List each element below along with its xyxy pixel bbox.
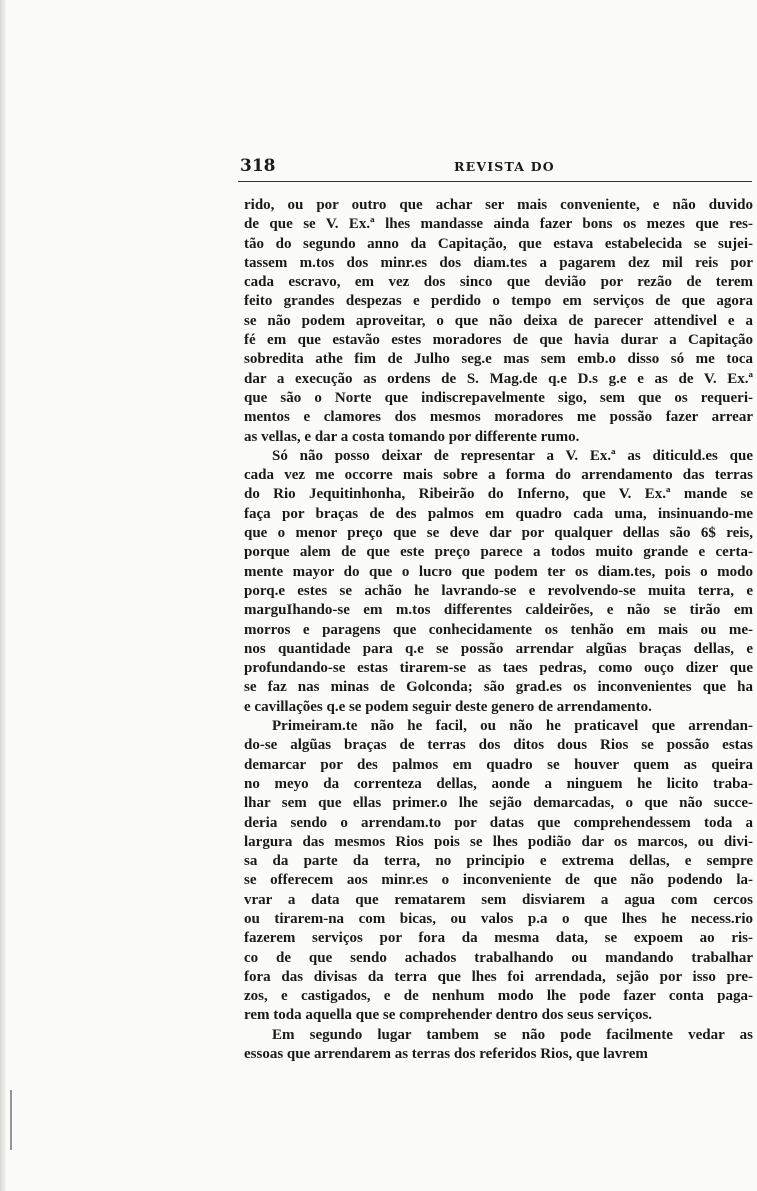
text-line: tão do segundo anno da Capitação, que estava estabelecida se sujei- <box>244 235 753 252</box>
header-rule <box>238 181 752 182</box>
running-title: REVISTA DO <box>454 159 555 174</box>
page-number: 318 <box>240 156 276 176</box>
text-line: mente mayor do que o lucro que podem ter os diam.tes, pois o modo <box>244 563 753 580</box>
text-line: vrar a data que rematarem sem disviarem a agua com cercos <box>244 891 753 908</box>
text-line: faça por braças de des palmos em quadro cada uma, insinuando-me <box>244 505 753 522</box>
text-line: zos, e castigados, e de nenhum modo lhe pode fazer conta paga- <box>244 988 753 1005</box>
text-line: se faz nas minas de Golconda; são grad.es os inconvenientes que ha <box>244 679 753 696</box>
binding-mark <box>10 1090 12 1150</box>
text-line: rido, ou por outro que achar ser mais conveniente, e não duvido <box>244 197 753 213</box>
text-line: se não podem aproveitar, o que não deixa de parecer attendivel e a <box>244 312 753 329</box>
text-line: rem toda aquella que se comprehender dentro dos seus serviços. <box>244 1007 653 1024</box>
text-line: feito grandes despezas e perdido o tempo em serviços de que agora <box>244 293 753 310</box>
text-line: deria sendo o arrendam.to por datas que comprehendessem toda a <box>244 814 753 831</box>
text-line: do-se algũas braças de terras dos ditos dous Rios se possão estas <box>244 737 753 754</box>
text-line: se offerecem aos minr.es o inconveniente de que não podendo la- <box>244 872 753 889</box>
text-line: fé em que estavão estes moradores de que havia durar a Capitação <box>244 332 753 349</box>
text-line: cada escravo, em vez dos sinco que devião por rezão de terem <box>244 274 753 291</box>
text-line: sobredita athe fim de Julho seg.e mas sem emb.o disso só me toca <box>244 351 753 368</box>
text-line: Só não posso deixar de representar a V. Ex.ª as diticuld.es que <box>272 447 753 464</box>
text-line: do Rio Jequitinhonha, Ribeirão do Inferno, que V. Ex.ª mande se <box>244 486 753 503</box>
text-line: no meyo da correnteza dellas, aonde a ninguem he licito traba- <box>244 775 753 792</box>
text-line: ou tirarem-na com bicas, ou valos p.a o que lhes he necess.rio <box>244 910 753 927</box>
text-line: tassem m.tos dos minr.es dos diam.tes a pagarem dez mil reis por <box>244 254 753 271</box>
text-line: porque alem de que este preço parece a todos muito grande e certa- <box>244 544 753 561</box>
text-line: lhar sem que ellas primer.o lhe sejão demarcadas, o que não succe- <box>244 795 753 812</box>
text-line: Primeiram.te não he facil, ou não he praticavel que arrendan- <box>272 718 753 735</box>
text-line: que o menor preço que se deve dar por qualquer dellas são 6$ reis, <box>244 525 753 542</box>
text-line: Em segundo lugar tambem se não pode facilmente vedar as <box>272 1026 753 1043</box>
text-line: fora das divisas da terra que lhes foi arrendada, sejão por isso pre- <box>244 968 753 985</box>
text-line: dar a execução as ordens de S. Mag.de q.e D.s g.e e as de V. Ex.ª <box>244 370 753 387</box>
text-line: e cavillações q.e se podem seguir deste genero de arrendamento. <box>244 698 652 715</box>
text-line: porq.e estes se achão he lavrando-se e revolvendo-se muita terra, e <box>244 582 753 599</box>
text-line: as vellas, e dar a costa tomando por differente rumo. <box>244 428 580 445</box>
text-line: de que se V. Ex.ª lhes mandasse ainda fazer bons os mezes que res- <box>244 216 753 233</box>
text-line: essoas que arrendarem as terras dos referidos Rios, que lavrem <box>244 1046 648 1063</box>
text-line: demarcar por des palmos em quadro se houver quem as queira <box>244 756 753 773</box>
text-line: largura das mesmos Rios pois se lhes podião dar os marcos, ou divi- <box>244 833 753 850</box>
text-line: co de que sendo achados trabalhando ou mandando trabalhar <box>244 949 753 966</box>
text-line: que são o Norte que indiscrepavelmente sigo, sem que os requeri- <box>244 389 753 406</box>
text-line: cada vez me occorre mais sobre a forma do arrendamento das terras <box>244 467 753 484</box>
text-line: morros e paragens que conhecidamente os tenhão em mais ou me- <box>244 621 753 638</box>
body-text <box>244 196 753 1064</box>
text-line: marguIhando-se em m.tos differentes caldeirões, e não se tirão em <box>244 602 753 619</box>
page-edge-shadow <box>0 0 6 1191</box>
page-header <box>240 156 757 182</box>
text-line: mentos e clamores dos mesmos moradores me possão fazer arrear <box>244 409 753 426</box>
text-line: fazerem serviços por fora da mesma data, se expoem ao ris- <box>244 930 753 947</box>
text-line: profundando-se estas tirarem-se as taes pedras, como ouço dizer que <box>244 660 753 677</box>
text-line: nos quantidade para q.e se possão arrendar algũas braças dellas, e <box>244 640 753 657</box>
text-line: sa da parte da terra, no principio e extrema dellas, e sempre <box>244 853 753 870</box>
